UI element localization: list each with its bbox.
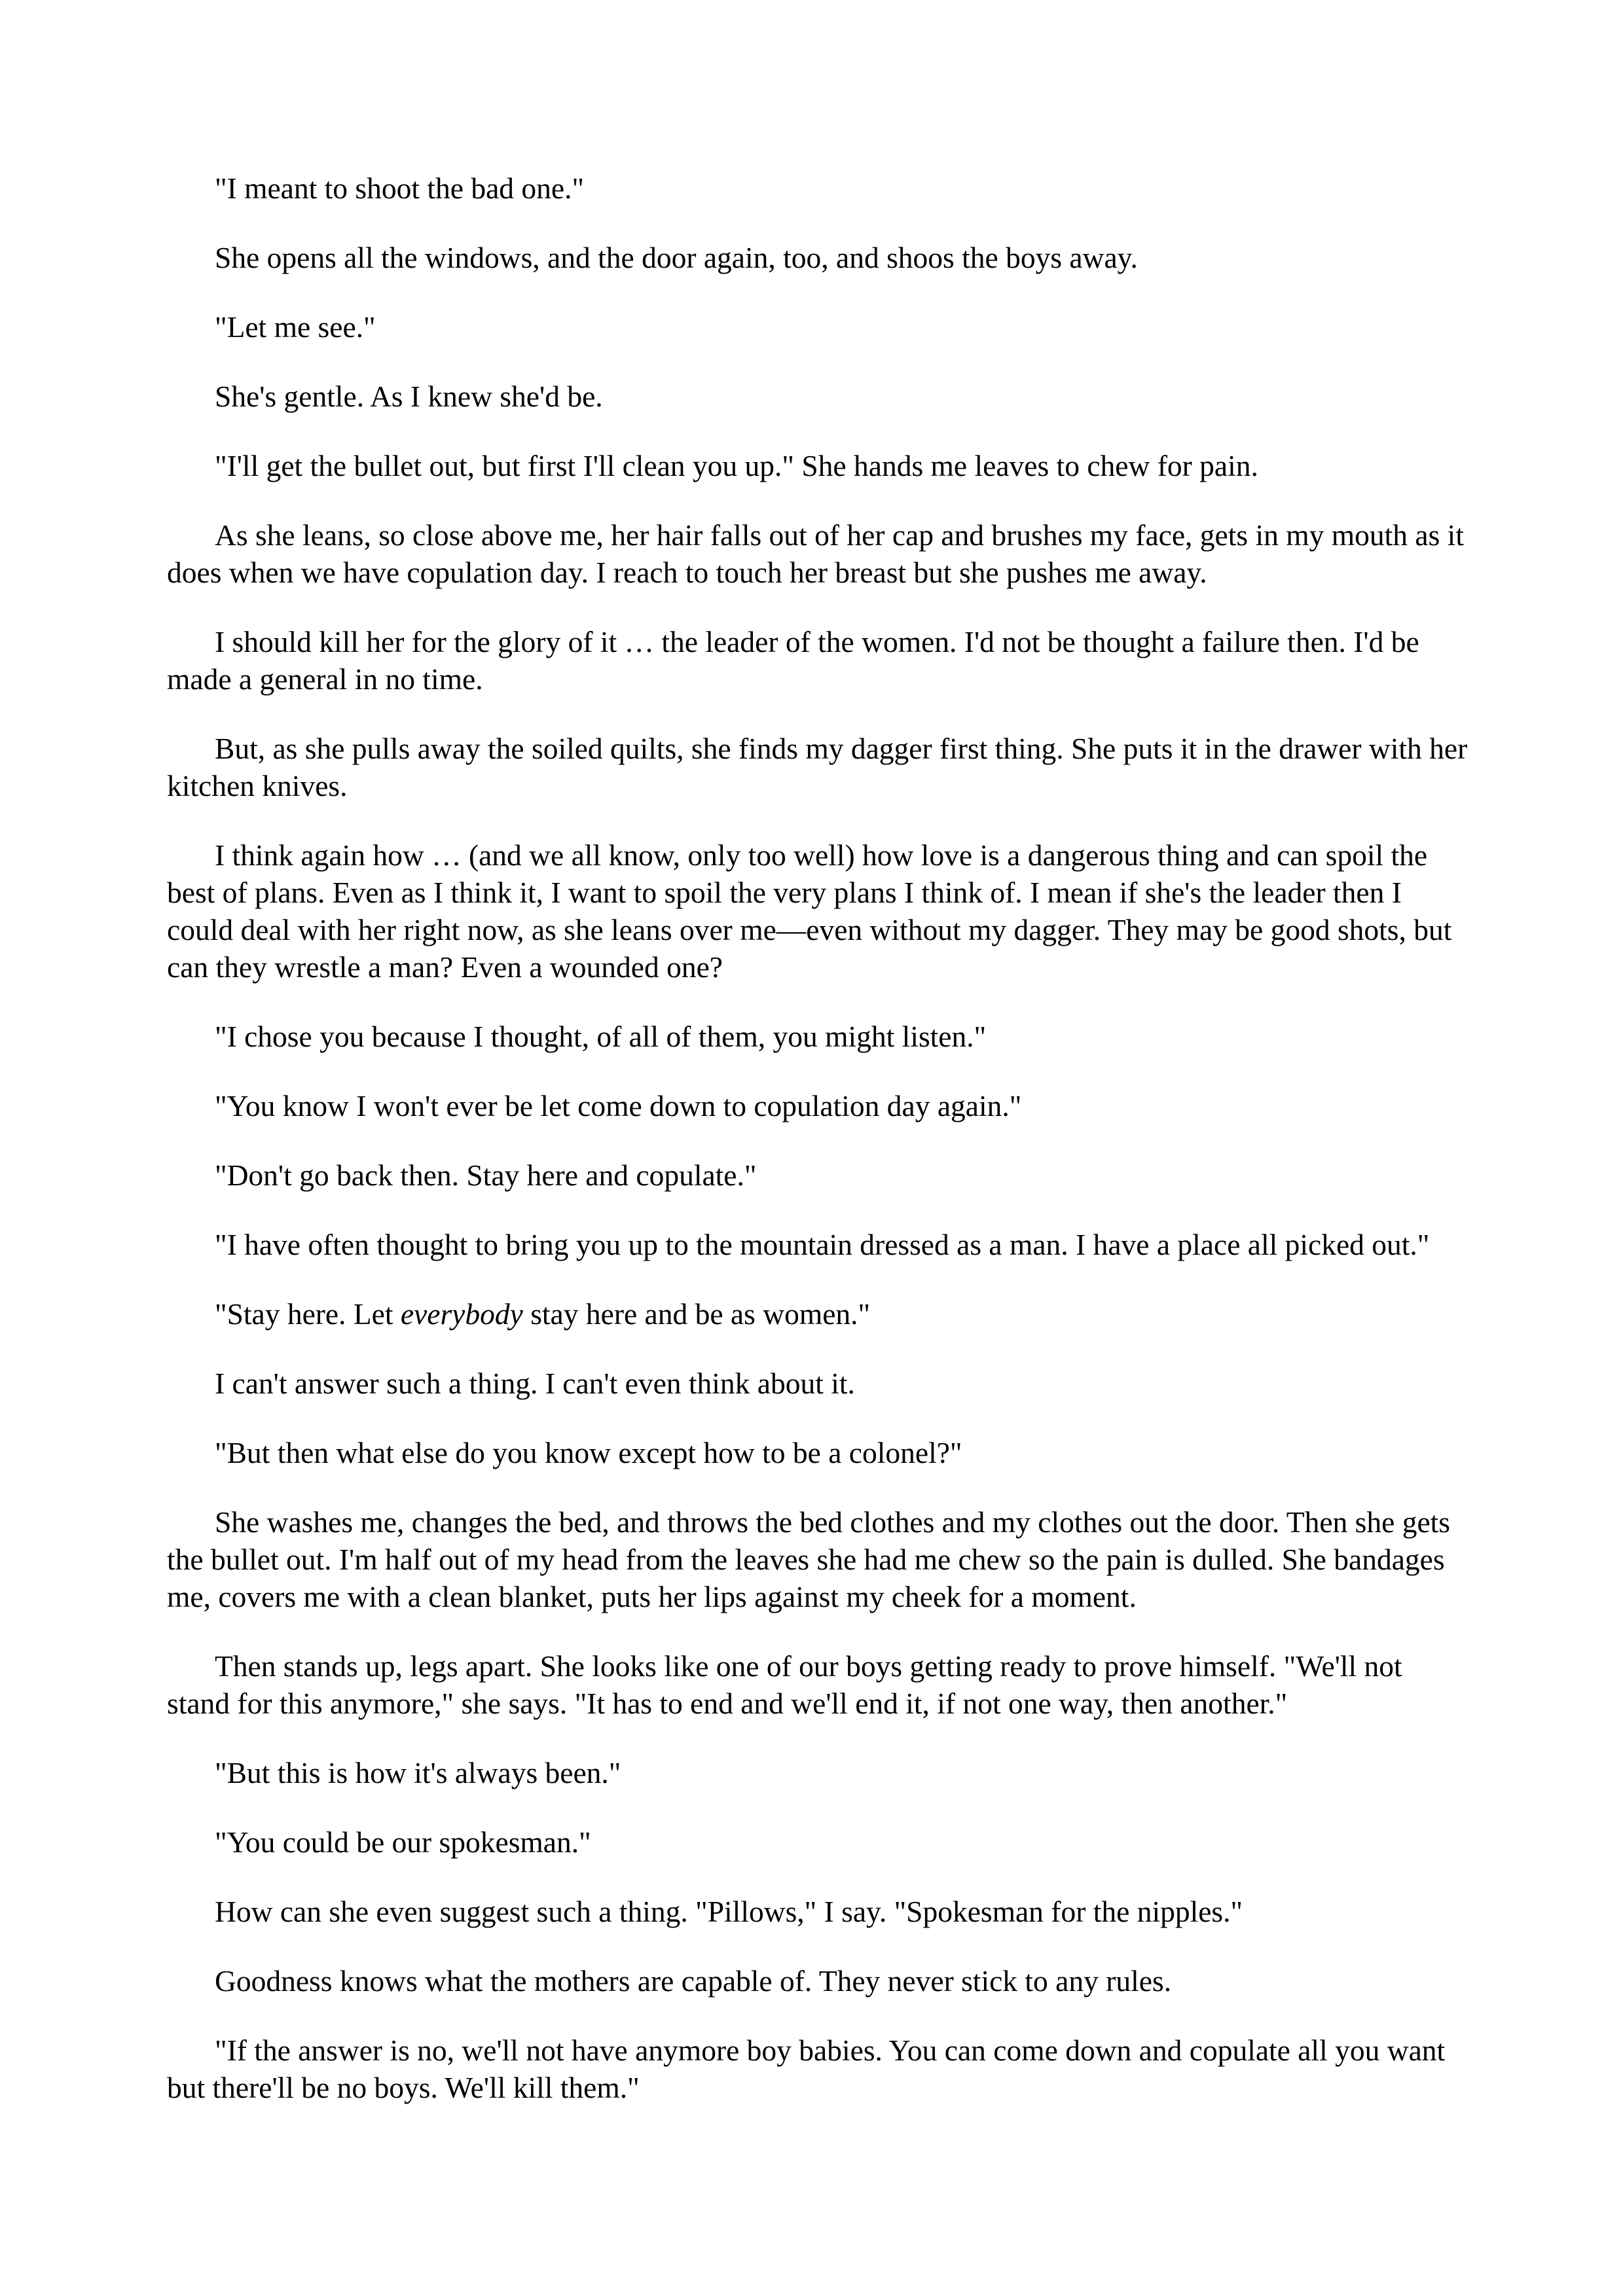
paragraph: I think again how … (and we all know, only too well) how love is a dangerous thing and can spoil the best of plans. Even as I think it, I want to spoil the very plans I think of. I mean if she's the leader then I could deal with her right now, as she leans over me—even without my dagger. They may be good shots, but can they wrestle a man? Even a wounded one? <box>167 838 1452 984</box>
paragraph-with-emphasis <box>167 1295 1470 1333</box>
paragraph: "But this is how it's always been." <box>215 1756 621 1789</box>
paragraph-text-after: stay here and be as women." <box>522 1297 871 1331</box>
paragraph: "I'll get the bullet out, but first I'll clean you up." She hands me leaves to chew for pain. <box>215 449 1258 482</box>
paragraph: She washes me, changes the bed, and throws the bed clothes and my clothes out the door. Then she gets the bullet out. I'm half out of my head from the leaves she had me chew so the pain is dulled. She bandages me, covers me with a clean blanket, puts her lips against my cheek for a moment. <box>167 1505 1450 1613</box>
paragraph: "You could be our spokesman." <box>215 1825 591 1859</box>
paragraph: I should kill her for the glory of it … the leader of the women. I'd not be thought a failure then. I'd be made a general in no time. <box>167 625 1419 696</box>
paragraph: As she leans, so close above me, her hair falls out of her cap and brushes my face, gets in my mouth as it does when we have copulation day. I reach to touch her breast but she pushes me away. <box>167 518 1464 589</box>
paragraph: "If the answer is no, we'll not have anymore boy babies. You can come down and copulate all you want but there'll be no boys. We'll kill them." <box>167 2034 1446 2104</box>
paragraph: How can she even suggest such a thing. "Pillows," I say. "Spokesman for the nipples." <box>215 1895 1243 1928</box>
paragraph: She opens all the windows, and the door again, too, and shoos the boys away. <box>215 241 1138 274</box>
paragraph: "I have often thought to bring you up to the mountain dressed as a man. I have a place all picked out." <box>215 1228 1430 1261</box>
paragraph: Goodness knows what the mothers are capable of. They never stick to any rules. <box>215 1964 1172 1998</box>
paragraph: "Let me see." <box>215 310 376 344</box>
paragraph: But, as she pulls away the soiled quilts, she finds my dagger first thing. She puts it in the drawer with her kitchen knives. <box>167 732 1468 802</box>
paragraph: "I chose you because I thought, of all of them, you might listen." <box>215 1020 987 1053</box>
paragraph: "I meant to shoot the bad one." <box>215 171 585 205</box>
paragraph: She's gentle. As I knew she'd be. <box>215 380 603 413</box>
paragraph: "But then what else do you know except how to be a colonel?" <box>215 1436 962 1469</box>
paragraph: "You know I won't ever be let come down to copulation day again." <box>215 1089 1022 1122</box>
paragraph: I can't answer such a thing. I can't even think about it. <box>215 1367 855 1400</box>
paragraph: Then stands up, legs apart. She looks like one of our boys getting ready to prove himself. "We'll not stand for this anymore," she says. "It has to end and we'll end it, if not one way, then another." <box>167 1649 1402 1720</box>
emphasized-word: everybody <box>400 1297 523 1331</box>
paragraph: "Don't go back then. Stay here and copulate." <box>215 1158 757 1192</box>
body-text <box>167 170 1470 2138</box>
paragraph-text-before: "Stay here. Let <box>215 1297 401 1331</box>
